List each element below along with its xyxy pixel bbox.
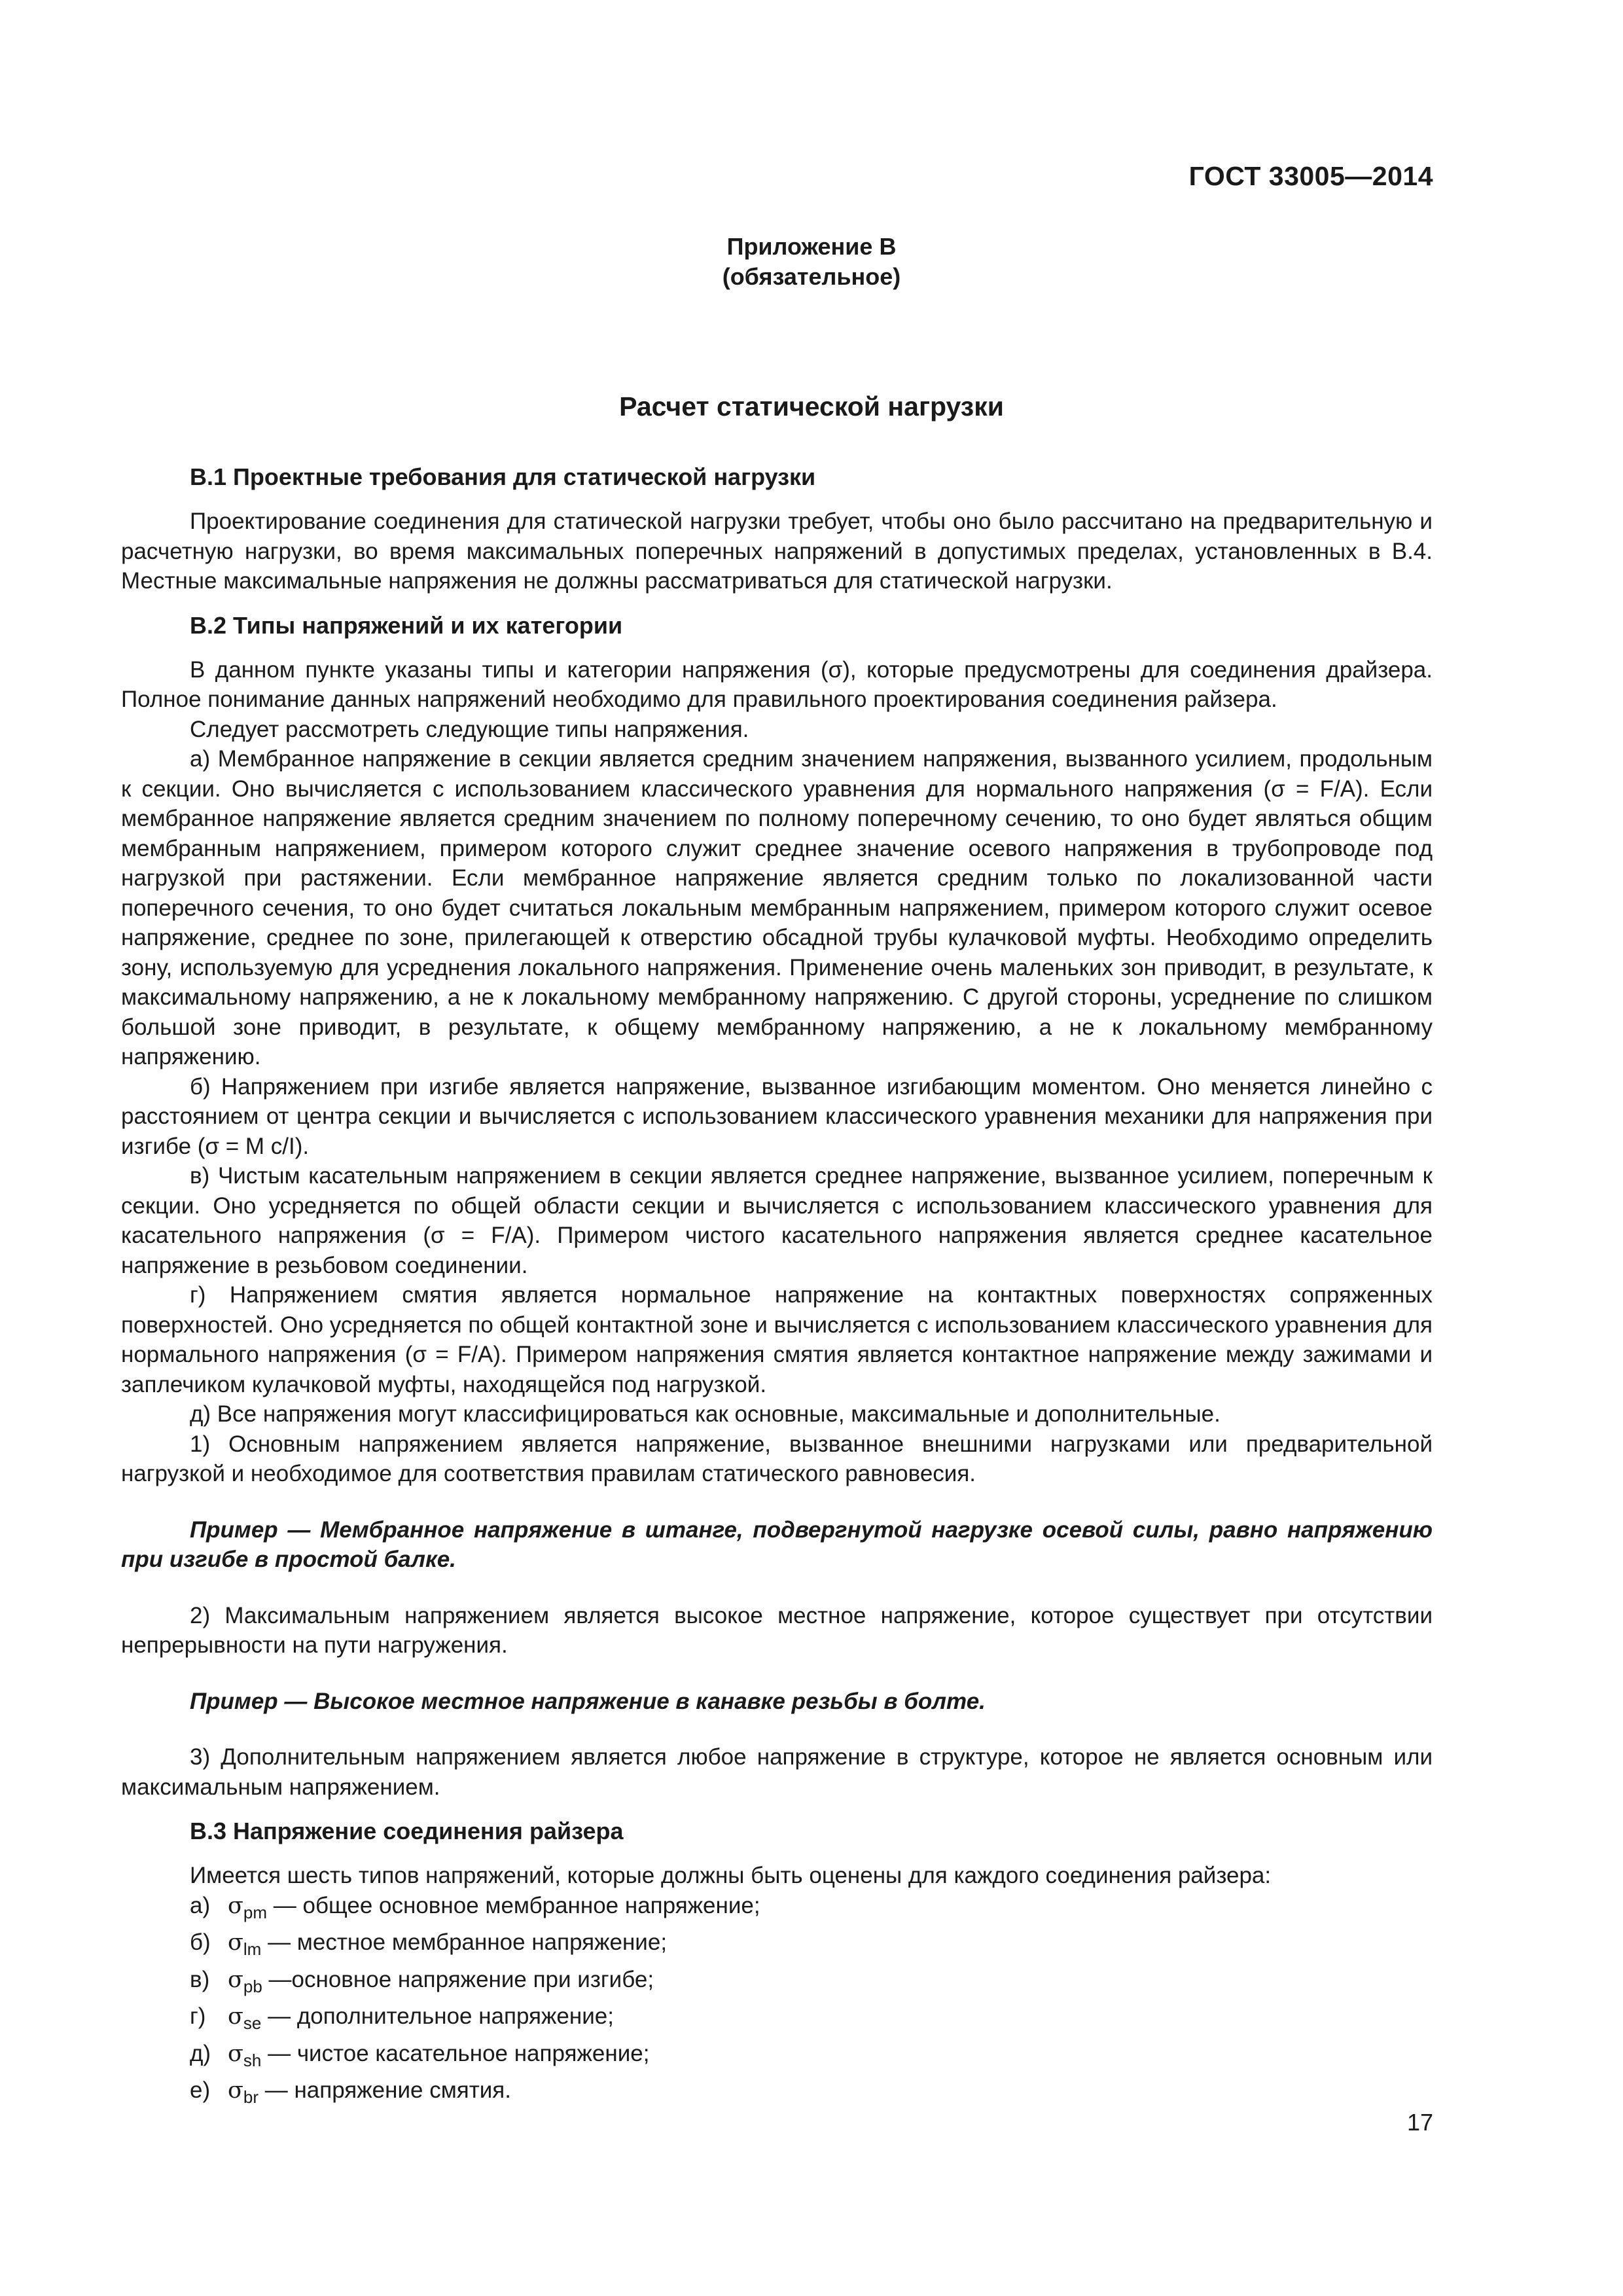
list-item [121, 1891, 1433, 1928]
sigma-subscript: sh [243, 2050, 262, 2070]
section-b2-item-a: а) Мембранное напряжение в секции является средним значением напряжения, вызванного усилием, продольным к секции. Оно вычисляется с использованием классического уравнения для нормального напряжения (σ = F/A). Если мембранное напряжение является средним значением по полному поперечному сечению, то оно будет являться общим мембранным напряжением, примером которого служит среднее значение осевого напряжения в трубопроводе под нагрузкой при растяжении. Если мембранное напряжение является средним только по локализованной части поперечного сечения, то оно будет считаться локальным мембранным напряжением, примером которого служит осевое напряжение, среднее по зоне, прилегающей к отверстию обсадной трубы кулачковой муфты. Необходимо определить зону, используемую для усреднения локального напряжения. Применение очень маленьких зон приводит, в результате, к максимальному напряжению, а не к локальному мембранному напряжению. С другой стороны, усреднение по слишком большой зоне приводит, в результате, к общему мембранному напряжению, а не к локальному мембранному напряжению. [121, 746, 1433, 1069]
sigma-subscript: br [243, 2087, 259, 2107]
list-item-text: — местное мембранное напряжение; [261, 1929, 668, 1955]
section-b2-subitem-2: 2) Максимальным напряжением является высокое местное напряжение, которое существует при отсутствии непрерывности на пути нагружения. [121, 1602, 1433, 1658]
list-item-letter: б) [190, 1929, 211, 1955]
sigma-subscript: lm [243, 1939, 262, 1959]
list-item [121, 2001, 1433, 2039]
section-b2-paragraph-intro: В данном пункте указаны типы и категории напряжения (σ), которые предусмотрены для соединения драйзера. Полное понимание данных напряжений необходимо для правильного проектирования соединения райзера. [121, 656, 1433, 712]
page-title: Расчет статической нагрузки [619, 391, 1004, 422]
section-b1-heading: В.1 Проектные требования для статической нагрузки [190, 463, 816, 490]
gost-code-header: ГОСТ 33005—2014 [1188, 161, 1433, 191]
sigma-symbol: σ [228, 1929, 243, 1956]
page-number: 17 [1406, 2109, 1433, 2136]
list-item [121, 1928, 1433, 1965]
section-b2-item-b: б) Напряжением при изгибе является напряжение, вызванное изгибающим моментом. Оно меняется линейно с расстоянием от центра секции и вычисляется с использованием классического уравнения механики для напряжения при изгибе (σ = M c/I). [121, 1073, 1433, 1159]
list-item-letter: в) [190, 1966, 210, 1992]
sigma-subscript: se [243, 2013, 262, 2033]
list-item [121, 1965, 1433, 2002]
sigma-subscript: pb [243, 1976, 262, 1996]
stress-type-list [121, 1891, 1433, 2113]
section-b2-paragraph-types: Следует рассмотреть следующие типы напряжения. [190, 716, 749, 742]
sigma-symbol: σ [228, 1892, 243, 1919]
section-b2-item-g: г) Напряжением смятия является нормальное напряжение на контактных поверхностях сопряженных поверхностей. Оно усредняется по общей контактной зоне и вычисляется с использованием классического уравнения для нормального напряжения (σ = F/A). Примером напряжения смятия является контактное напряжение между зажимами и заплечиком кулачковой муфты, находящейся под нагрузкой. [121, 1282, 1433, 1397]
sigma-symbol: σ [228, 2040, 243, 2067]
appendix-heading [0, 232, 1623, 292]
document-body [121, 462, 1433, 2113]
list-item [121, 2039, 1433, 2076]
list-item-letter: д) [190, 2040, 211, 2066]
sigma-symbol: σ [228, 2003, 243, 2030]
list-item-letter: г) [190, 2003, 206, 2029]
list-item-text: — дополнительное напряжение; [261, 2003, 614, 2029]
section-b1-paragraph: Проектирование соединения для статической нагрузки требует, чтобы оно было рассчитано на предварительную и расчетную нагрузки, во время максимальных поперечных напряжений в допустимых пределах, установленных в В.4. Местные максимальные напряжения не должны рассматриваться для статической нагрузки. [121, 509, 1433, 594]
section-b2-subitem-1: 1) Основным напряжением является напряжение, вызванное внешними нагрузками или предварительной нагрузкой и необходимое для соответствия правилам статического равновесия. [121, 1431, 1433, 1486]
section-b2-subitem-3: 3) Дополнительным напряжением является любое напряжение в структуре, которое не является основным или максимальным напряжением. [121, 1744, 1433, 1800]
list-item-text: — напряжение смятия. [259, 2077, 511, 2103]
sigma-symbol: σ [228, 1966, 243, 1993]
section-b2-item-d: д) Все напряжения могут классифицироваться как основные, максимальные и дополнительные. [190, 1401, 1221, 1427]
section-b2-heading: В.2 Типы напряжений и их категории [190, 611, 623, 639]
list-item-text: —основное напряжение при изгибе; [262, 1966, 654, 1992]
list-item-letter: е) [190, 2077, 211, 2103]
section-b2-item-v: в) Чистым касательным напряжением в секции является среднее напряжение, вызванное усилием, поперечным к секции. Оно усредняется по общей области секции и вычисляется с использованием классического уравнения для касательного напряжения (σ = F/A). Примером чистого касательного напряжения является среднее касательное напряжение в резьбовом соединении. [121, 1163, 1433, 1278]
list-item-text: — общее основное мембранное напряжение; [267, 1892, 760, 1918]
list-item-letter: а) [190, 1892, 211, 1918]
sigma-subscript: pm [243, 1902, 268, 1922]
appendix-label: Приложение В [726, 233, 897, 260]
list-item [121, 2075, 1433, 2113]
example-2: Пример — Высокое местное напряжение в канавке резьбы в болте. [190, 1688, 986, 1714]
list-item-text: — чистое касательное напряжение; [261, 2040, 650, 2066]
section-b3-heading: В.3 Напряжение соединения райзера [190, 1818, 624, 1844]
section-b3-intro: Имеется шесть типов напряжений, которые должны быть оценены для каждого соединения райзера: [190, 1863, 1272, 1888]
example-1: Пример — Мембранное напряжение в штанге, подвергнутой нагрузке осевой силы, равно напряжению при изгибе в простой балке. [121, 1516, 1433, 1572]
sigma-symbol: σ [228, 2077, 243, 2104]
appendix-status: (обязательное) [722, 263, 901, 290]
